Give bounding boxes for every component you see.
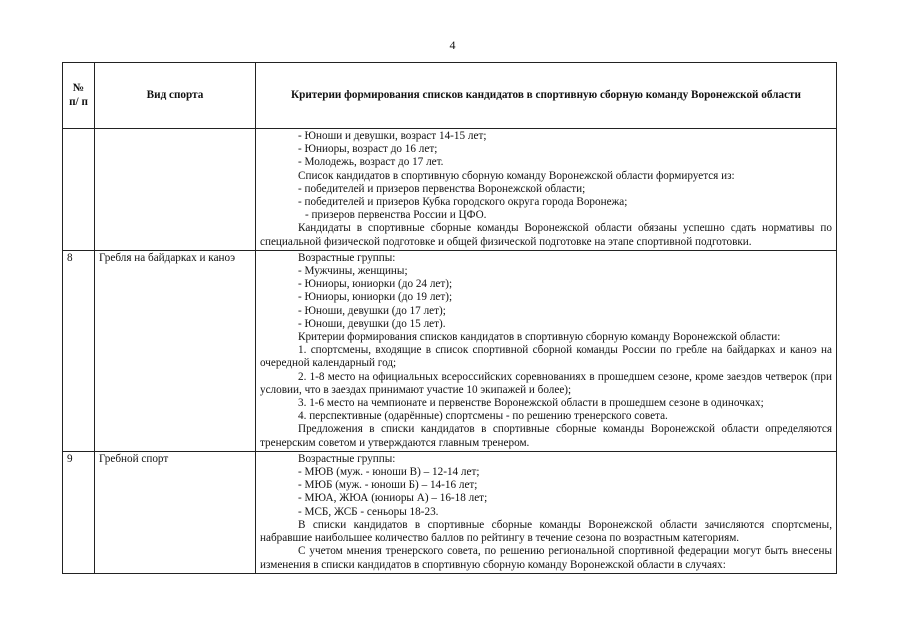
row-sport: Гребля на байдарках и каноэ — [95, 250, 256, 451]
criteria-paragraph: Кандидаты в спортивные сборные команды Воронежской области обязаны успешно сдать нормативы по специальной физической подготовке и общей физической подготовке на этапе спортивной подготовки. — [260, 222, 832, 248]
row-num: 8 — [63, 250, 95, 451]
criteria-line: - Юноши, девушки (до 17 лет); — [298, 304, 446, 317]
row-num — [63, 129, 95, 251]
table-row — [63, 250, 837, 451]
criteria-line: - Мужчины, женщины; — [298, 265, 408, 278]
criteria-line: - призеров первенства России и ЦФО. — [305, 209, 487, 222]
row-num: 9 — [63, 451, 95, 573]
page-number: 4 — [449, 38, 456, 52]
criteria-line: Возрастные группы: — [298, 251, 396, 264]
criteria-line: - Юниоры, возраст до 16 лет; — [298, 143, 438, 156]
criteria-line: Список кандидатов в спортивную сборную команду Воронежской области формируется из: — [298, 169, 735, 182]
criteria-paragraph: 2. 1-8 место на официальных всероссийских соревнованиях в прошедшем сезоне, кроме заездов четверок (при условии, что в заездах принимают участие 10 экипажей и более); — [260, 370, 832, 396]
row-criteria — [256, 129, 837, 251]
criteria-line: - Юниоры, юниорки (до 24 лет); — [298, 278, 453, 291]
criteria-paragraph: С учетом мнения тренерского совета, по решению региональной спортивной федерации могут быть внесены изменения в списки кандидатов в спортивную сборную команду Воронежской области в случаях: — [260, 545, 832, 571]
criteria-line: - Юноши и девушки, возраст 14-15 лет; — [298, 130, 487, 142]
criteria-line: - победителей и призеров первенства Воронежской области; — [298, 182, 586, 195]
criteria-paragraph: 1. спортсмены, входящие в список спортивной сборной команды России по гребле на байдарках и каноэ на очередной календарный год; — [260, 344, 832, 370]
header-criteria: Критерии формирования списков кандидатов в спортивную сборную команду Воронежской области — [256, 63, 837, 129]
row-sport: Гребной спорт — [95, 451, 256, 573]
criteria-paragraph: 4. перспективные (одарённые) спортсмены - по решению тренерского совета. — [298, 410, 668, 423]
criteria-line: - МСБ, ЖСБ - сеньоры 18-23. — [298, 505, 439, 518]
row-criteria — [256, 451, 837, 573]
criteria-table — [62, 62, 837, 574]
criteria-line: - победителей и призеров Кубка городского округа города Воронежа; — [298, 196, 628, 209]
criteria-line: - МЮА, ЖЮА (юниоры А) – 16-18 лет; — [298, 492, 488, 505]
criteria-line: - Юноши, девушки (до 15 лет). — [298, 317, 446, 330]
criteria-line: - Молодежь, возраст до 17 лет. — [298, 156, 444, 169]
criteria-line: Возрастные группы: — [298, 452, 396, 465]
criteria-line: - МЮБ (муж. - юноши Б) – 14-16 лет; — [298, 479, 478, 492]
header-sport: Вид спорта — [95, 63, 256, 129]
table-header-row — [63, 63, 837, 129]
header-num: № п/ п — [63, 63, 95, 129]
row-sport — [95, 129, 256, 251]
criteria-line: - МЮВ (муж. - юноши В) – 12-14 лет; — [298, 466, 480, 479]
criteria-line: Критерии формирования списков кандидатов в спортивную сборную команду Воронежской области: — [298, 331, 781, 344]
criteria-paragraph: 3. 1-6 место на чемпионате и первенстве Воронежской области в прошедшем сезоне в одиночках; — [298, 397, 764, 410]
criteria-paragraph: В списки кандидатов в спортивные сборные команды Воронежской области зачисляются спортсмены, набравшие наибольшее количество баллов по рейтингу в течение сезона по возрастным категориям. — [260, 518, 832, 545]
table-row — [63, 129, 837, 251]
criteria-paragraph: Предложения в списки кандидатов в спортивные сборные команды Воронежской области определяются тренерским советом и утверждаются главным тренером. — [260, 423, 832, 449]
criteria-line: - Юниоры, юниорки (до 19 лет); — [298, 291, 453, 304]
row-criteria — [256, 250, 837, 451]
table-row — [63, 451, 837, 573]
